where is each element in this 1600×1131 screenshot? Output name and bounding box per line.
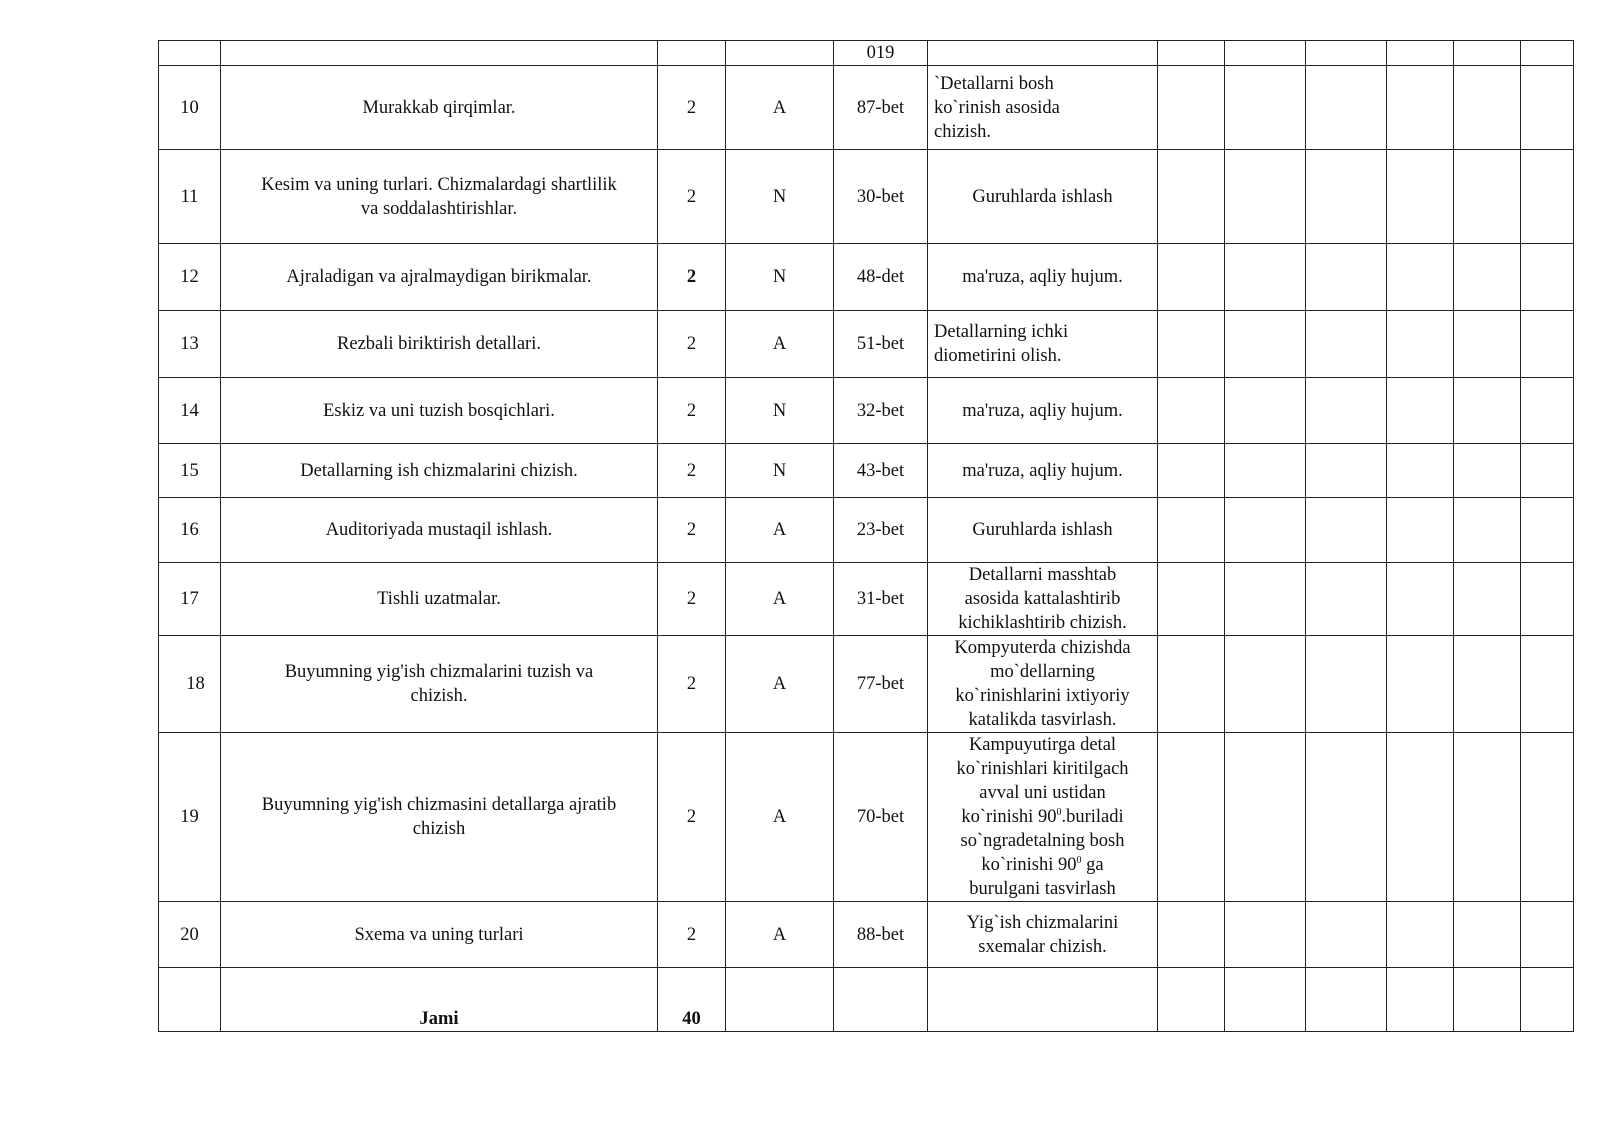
page-cell: 70-bet bbox=[834, 733, 928, 902]
cell bbox=[1454, 66, 1521, 150]
cell bbox=[1387, 902, 1454, 968]
cell bbox=[1158, 563, 1225, 636]
method-cell: Guruhlarda ishlash bbox=[928, 150, 1158, 244]
cell bbox=[1306, 378, 1387, 444]
method-cell: Kompyuterda chizishda mo`dellarning ko`rinishlarini ixtiyoriy katalikda tasvirlash. bbox=[928, 636, 1158, 733]
cell bbox=[1158, 66, 1225, 150]
cell bbox=[1158, 902, 1225, 968]
cell bbox=[1387, 636, 1454, 733]
cell bbox=[1225, 733, 1306, 902]
type-cell: A bbox=[726, 902, 834, 968]
table-row bbox=[159, 66, 1574, 150]
cell bbox=[1521, 733, 1574, 902]
hours-cell: 2 bbox=[658, 563, 726, 636]
hours-cell: 2 bbox=[658, 498, 726, 563]
cell bbox=[1158, 968, 1225, 1032]
page-cell: 88-bet bbox=[834, 902, 928, 968]
cell bbox=[1387, 378, 1454, 444]
table-row bbox=[159, 378, 1574, 444]
cell bbox=[1225, 498, 1306, 563]
cell bbox=[1306, 902, 1387, 968]
topic-cell: Sxema va uning turlari bbox=[221, 902, 658, 968]
table-row bbox=[159, 311, 1574, 378]
cell bbox=[1387, 66, 1454, 150]
cell bbox=[1306, 444, 1387, 498]
cell bbox=[1454, 444, 1521, 498]
cell bbox=[159, 968, 221, 1032]
type-cell: A bbox=[726, 563, 834, 636]
cell bbox=[1158, 636, 1225, 733]
hours-cell: 2 bbox=[658, 311, 726, 378]
cell bbox=[1521, 968, 1574, 1032]
cell bbox=[1521, 636, 1574, 733]
cell bbox=[1158, 733, 1225, 902]
cell bbox=[1454, 150, 1521, 244]
cell bbox=[658, 41, 726, 66]
cell bbox=[1387, 563, 1454, 636]
page-cell: 32-bet bbox=[834, 378, 928, 444]
cell bbox=[928, 968, 1158, 1032]
page-cell: 43-bet bbox=[834, 444, 928, 498]
hours-cell: 2 bbox=[658, 636, 726, 733]
cell bbox=[1387, 968, 1454, 1032]
cell bbox=[1454, 498, 1521, 563]
hours-cell: 2 bbox=[658, 733, 726, 902]
type-cell: N bbox=[726, 244, 834, 311]
cell bbox=[1454, 636, 1521, 733]
hours-cell: 2 bbox=[658, 378, 726, 444]
table-row bbox=[159, 498, 1574, 563]
cell bbox=[1521, 444, 1574, 498]
cell bbox=[1158, 444, 1225, 498]
cell bbox=[1387, 150, 1454, 244]
table-row bbox=[159, 902, 1574, 968]
cell bbox=[1306, 563, 1387, 636]
cell bbox=[1225, 902, 1306, 968]
cell bbox=[1306, 244, 1387, 311]
hours-cell: 2 bbox=[658, 244, 726, 311]
cell bbox=[1521, 378, 1574, 444]
row-number: 12 bbox=[159, 244, 221, 311]
type-cell: A bbox=[726, 311, 834, 378]
page-cell: 23-bet bbox=[834, 498, 928, 563]
row-number: 14 bbox=[159, 378, 221, 444]
row-number: 11 bbox=[159, 150, 221, 244]
cell bbox=[1225, 311, 1306, 378]
method-cell: Yig`ish chizmalarini sxemalar chizish. bbox=[928, 902, 1158, 968]
row-number: 13 bbox=[159, 311, 221, 378]
cell bbox=[1521, 150, 1574, 244]
hours-cell: 2 bbox=[658, 444, 726, 498]
page-cell: 77-bet bbox=[834, 636, 928, 733]
table-row bbox=[159, 41, 1574, 66]
cell bbox=[726, 968, 834, 1032]
topic-cell: Eskiz va uni tuzish bosqichlari. bbox=[221, 378, 658, 444]
cell bbox=[1521, 563, 1574, 636]
cell bbox=[1521, 66, 1574, 150]
table-row bbox=[159, 563, 1574, 636]
row-number: 10 bbox=[159, 66, 221, 150]
type-cell: N bbox=[726, 444, 834, 498]
cell bbox=[1521, 41, 1574, 66]
row-number: 16 bbox=[159, 498, 221, 563]
topic-cell: Tishli uzatmalar. bbox=[221, 563, 658, 636]
row-number: 20 bbox=[159, 902, 221, 968]
cell bbox=[1158, 311, 1225, 378]
page-cell: 31-bet bbox=[834, 563, 928, 636]
cell bbox=[1387, 733, 1454, 902]
method-cell: Kampuyutirga detal ko`rinishlari kiritilgach avval uni ustidan ko`rinishi $90^0.buriladi$ so`ngradetalning bosh ko`rinishi $90^0$ ga burulgani tasvirlash bbox=[928, 733, 1158, 902]
cell bbox=[1521, 498, 1574, 563]
topic-cell: Kesim va uning turlari. Chizmalardagi shartlilik va soddalashtirishlar. bbox=[221, 150, 658, 244]
cell bbox=[1454, 41, 1521, 66]
method-cell: ma'ruza, aqliy hujum. bbox=[928, 444, 1158, 498]
cell bbox=[1454, 378, 1521, 444]
cell bbox=[1158, 244, 1225, 311]
table-row bbox=[159, 636, 1574, 733]
topic-cell: Murakkab qirqimlar. bbox=[221, 66, 658, 150]
cell bbox=[1387, 311, 1454, 378]
cell bbox=[1454, 902, 1521, 968]
hours-cell: 2 bbox=[658, 150, 726, 244]
total-label: Jami bbox=[221, 968, 658, 1032]
cell bbox=[1306, 498, 1387, 563]
cell bbox=[1225, 968, 1306, 1032]
cell bbox=[1225, 378, 1306, 444]
cell bbox=[1306, 733, 1387, 902]
table-row bbox=[159, 444, 1574, 498]
table-row bbox=[159, 733, 1574, 902]
type-cell: A bbox=[726, 733, 834, 902]
cell bbox=[928, 41, 1158, 66]
type-cell: N bbox=[726, 378, 834, 444]
cell bbox=[1306, 968, 1387, 1032]
cell bbox=[1454, 311, 1521, 378]
cell bbox=[1454, 733, 1521, 902]
hours-cell: 2 bbox=[658, 66, 726, 150]
topic-cell: Auditoriyada mustaqil ishlash. bbox=[221, 498, 658, 563]
topic-cell: Rezbali biriktirish detallari. bbox=[221, 311, 658, 378]
topic-cell: Buyumning yig'ish chizmalarini tuzish va chizish. bbox=[221, 636, 658, 733]
type-cell: A bbox=[726, 66, 834, 150]
topic-cell: Detallarning ish chizmalarini chizish. bbox=[221, 444, 658, 498]
page-cell: 51-bet bbox=[834, 311, 928, 378]
cell bbox=[221, 41, 658, 66]
method-cell: `Detallarni bosh ko`rinish asosida chizish. bbox=[928, 66, 1158, 150]
type-cell: A bbox=[726, 636, 834, 733]
cell bbox=[1158, 498, 1225, 563]
cell bbox=[1225, 444, 1306, 498]
cell bbox=[726, 41, 834, 66]
method-cell: Guruhlarda ishlash bbox=[928, 498, 1158, 563]
cell bbox=[1521, 244, 1574, 311]
page-cell: 48-det bbox=[834, 244, 928, 311]
cell bbox=[1158, 378, 1225, 444]
table-row bbox=[159, 968, 1574, 1032]
method-cell: Detallarning ichki diometirini olish. bbox=[928, 311, 1158, 378]
method-cell: ma'ruza, aqliy hujum. bbox=[928, 244, 1158, 311]
row-number: 19 bbox=[159, 733, 221, 902]
method-cell: Detallarni masshtab asosida kattalashtirib kichiklashtirib chizish. bbox=[928, 563, 1158, 636]
row-number: 17 bbox=[159, 563, 221, 636]
cell bbox=[1225, 244, 1306, 311]
cell bbox=[1454, 968, 1521, 1032]
type-cell: N bbox=[726, 150, 834, 244]
cell bbox=[1387, 41, 1454, 66]
cell bbox=[1158, 150, 1225, 244]
cell bbox=[1225, 41, 1306, 66]
total-hours: 40 bbox=[658, 968, 726, 1032]
cell bbox=[1225, 563, 1306, 636]
cell bbox=[1454, 244, 1521, 311]
cell bbox=[1225, 66, 1306, 150]
cell bbox=[1387, 444, 1454, 498]
topic-cell: Ajraladigan va ajralmaydigan birikmalar. bbox=[221, 244, 658, 311]
cell bbox=[1387, 244, 1454, 311]
cell bbox=[1521, 902, 1574, 968]
cell bbox=[1225, 636, 1306, 733]
hours-cell: 2 bbox=[658, 902, 726, 968]
cell bbox=[1387, 498, 1454, 563]
cell bbox=[1158, 41, 1225, 66]
cell bbox=[1306, 66, 1387, 150]
cell bbox=[1306, 41, 1387, 66]
row-number: 18 bbox=[159, 636, 221, 733]
cell bbox=[1454, 563, 1521, 636]
lesson-plan-table bbox=[158, 40, 1574, 1032]
table-row bbox=[159, 150, 1574, 244]
cell bbox=[1225, 150, 1306, 244]
page-cell: 30-bet bbox=[834, 150, 928, 244]
cell bbox=[1521, 311, 1574, 378]
cell bbox=[1306, 311, 1387, 378]
cell bbox=[1306, 150, 1387, 244]
table-row bbox=[159, 244, 1574, 311]
cell bbox=[159, 41, 221, 66]
row-number: 15 bbox=[159, 444, 221, 498]
cell bbox=[1306, 636, 1387, 733]
page-ref-cell: 019 bbox=[834, 41, 928, 66]
method-cell: ma'ruza, aqliy hujum. bbox=[928, 378, 1158, 444]
type-cell: A bbox=[726, 498, 834, 563]
page-cell: 87-bet bbox=[834, 66, 928, 150]
cell bbox=[834, 968, 928, 1032]
topic-cell: Buyumning yig'ish chizmasini detallarga ajratib chizish bbox=[221, 733, 658, 902]
